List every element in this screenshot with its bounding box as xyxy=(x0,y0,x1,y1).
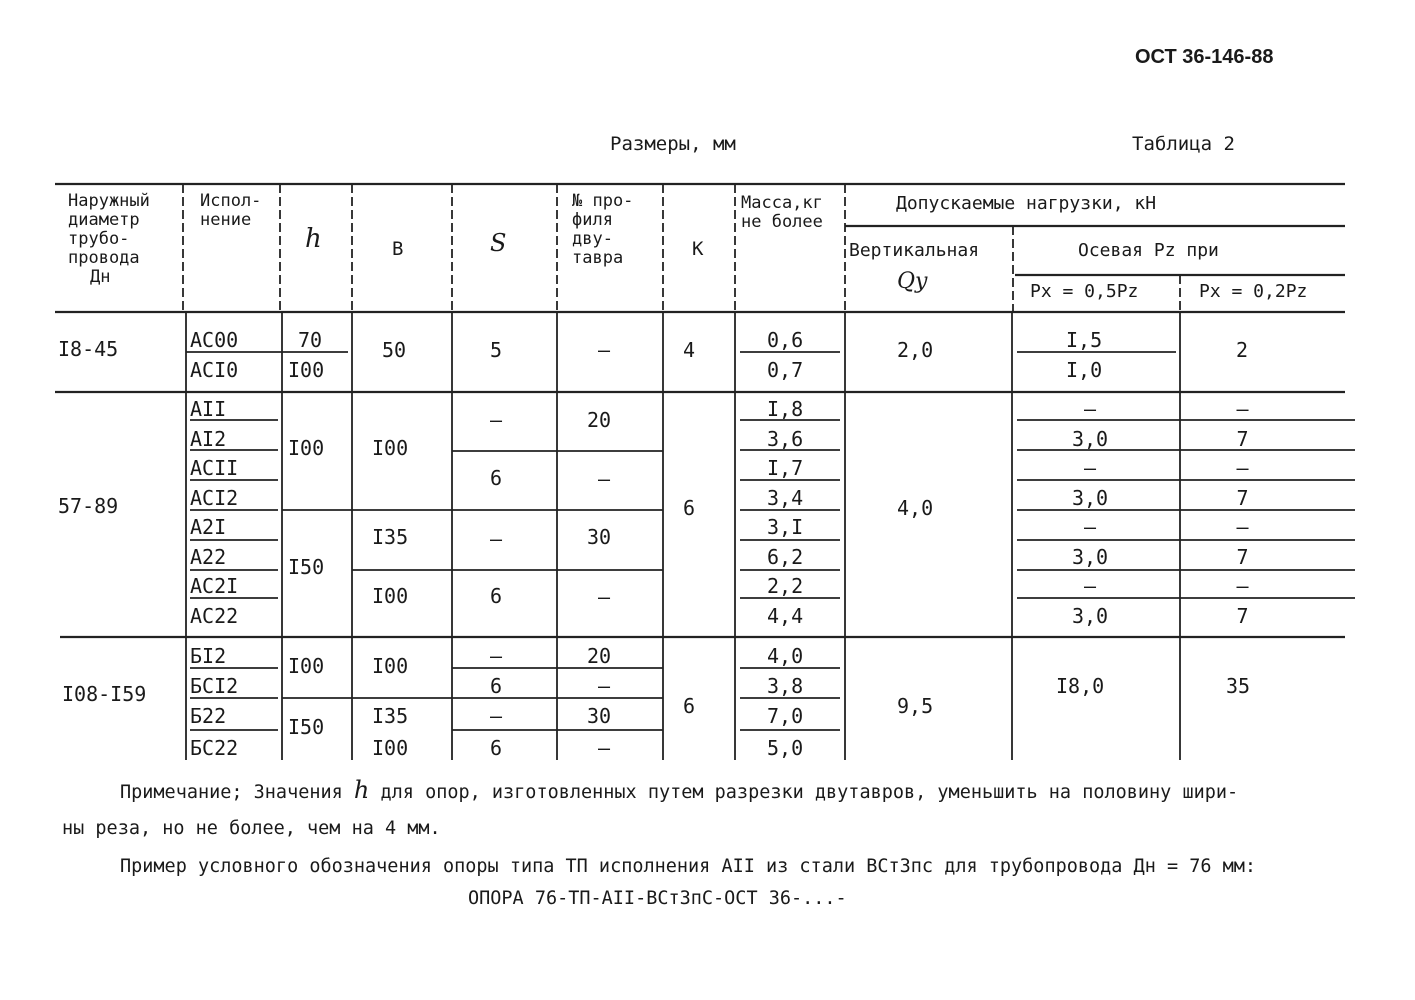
mass-cell: 3,I xyxy=(767,515,804,539)
ispolnenie-cell: АСII xyxy=(190,456,239,480)
mass-cell: 3,8 xyxy=(767,674,804,698)
mass-cell: 6,2 xyxy=(767,545,804,569)
header-axial: Осевая Pz при xyxy=(1078,240,1219,261)
h-cell: I00 xyxy=(288,358,325,382)
s-cell: 5 xyxy=(490,338,503,362)
profile-cell: 30 xyxy=(587,704,612,728)
profile-cell: – xyxy=(598,467,611,491)
ispolnenie-cell: АСI0 xyxy=(190,358,239,382)
b-cell: I00 xyxy=(372,584,409,608)
k-cell: 6 xyxy=(683,694,696,718)
h-cell: I00 xyxy=(288,654,325,678)
px05-cell: 3,0 xyxy=(1071,427,1109,451)
mass-cell: 3,4 xyxy=(767,486,804,510)
dn-cell: I08-I59 xyxy=(62,682,147,706)
px05-cell: – xyxy=(1083,397,1097,421)
px05-cell: I8,0 xyxy=(1056,674,1105,698)
mass-cell: I,8 xyxy=(767,397,804,421)
ispolnenie-cell: БСI2 xyxy=(190,674,239,698)
px05-cell: – xyxy=(1083,456,1097,480)
b-cell: I00 xyxy=(372,654,409,678)
dn-cell: I8-45 xyxy=(58,337,119,361)
header-vertical: Вертикальная xyxy=(849,240,980,261)
ispolnenie-cell: Б22 xyxy=(190,704,227,728)
note-line-1 xyxy=(120,776,1238,804)
s-cell: 6 xyxy=(490,584,503,608)
px02-cell: – xyxy=(1236,574,1249,598)
h-cell: I00 xyxy=(288,436,325,460)
header-loads: Допускаемые нагрузки, кН xyxy=(896,193,1157,214)
px05-cell: – xyxy=(1083,574,1097,598)
px02-cell: 7 xyxy=(1236,427,1249,451)
b-cell: I00 xyxy=(372,436,409,460)
px02-cell: – xyxy=(1236,515,1249,539)
header-k: К xyxy=(692,238,704,260)
mass-cell: 0,7 xyxy=(767,358,804,382)
s-cell: – xyxy=(490,408,503,432)
ispolnenie-cell: БС22 xyxy=(190,736,239,760)
b-cell: I00 xyxy=(372,736,409,760)
note-label: Примечание; Значения xyxy=(120,782,343,803)
table-number: Таблица 2 xyxy=(1132,133,1235,155)
note-h-symbol: h xyxy=(353,776,370,804)
px02-cell: – xyxy=(1236,456,1249,480)
b-cell: 50 xyxy=(382,338,407,362)
ispolnenie-cell: АI2 xyxy=(190,427,227,451)
vertical-load-cell: 9,5 xyxy=(897,694,934,718)
px02-cell: – xyxy=(1236,397,1249,421)
px02-cell: 2 xyxy=(1236,338,1249,362)
s-cell: – xyxy=(490,704,503,728)
px02-cell: 7 xyxy=(1236,486,1249,510)
s-cell: – xyxy=(490,644,503,668)
px02-cell: 35 xyxy=(1226,674,1251,698)
h-cell: 70 xyxy=(298,328,323,352)
ispolnenie-cell: БI2 xyxy=(190,644,227,668)
h-cell: I50 xyxy=(288,555,325,579)
mass-cell: 0,6 xyxy=(767,328,804,352)
header-px05: Px = 0,5Pz xyxy=(1030,281,1139,302)
example-text: Пример условного обозначения опоры типа ТП исполнения АII из стали ВСт3пс для трубопровода Дн = 76 мм: xyxy=(120,856,1257,877)
header-ispolnenie: Испол- нение xyxy=(200,191,262,230)
k-cell: 6 xyxy=(683,496,696,520)
document-code: ОСТ 36-146-88 xyxy=(1135,46,1274,68)
profile-cell: 20 xyxy=(587,644,612,668)
ispolnenie-cell: АII xyxy=(190,397,227,421)
example-code: ОПОРА 76-ТП-АII-ВСт3пС-ОСТ 36-...- xyxy=(468,888,847,909)
profile-cell: – xyxy=(598,585,611,609)
px05-cell: – xyxy=(1083,515,1097,539)
profile-cell: 30 xyxy=(587,525,612,549)
h-cell: I50 xyxy=(288,715,325,739)
vertical-load-cell: 4,0 xyxy=(897,496,934,520)
ispolnenie-cell: А2I xyxy=(190,515,227,539)
mass-cell: 4,0 xyxy=(767,644,804,668)
header-h: h xyxy=(305,224,322,254)
px05-cell: 3,0 xyxy=(1071,545,1109,569)
header-dn: Наружный диаметр трубо- провода Дн xyxy=(68,191,150,287)
s-cell: 6 xyxy=(490,674,503,698)
mass-cell: 5,0 xyxy=(767,736,804,760)
ispolnenie-cell: А22 xyxy=(190,545,227,569)
profile-cell: – xyxy=(598,338,611,362)
px05-cell: 3,0 xyxy=(1071,604,1109,628)
profile-cell: 20 xyxy=(587,408,612,432)
header-px02: Px = 0,2Pz xyxy=(1199,281,1308,302)
k-cell: 4 xyxy=(683,338,696,362)
mass-cell: 7,0 xyxy=(767,704,804,728)
ispolnenie-cell: АС00 xyxy=(190,328,239,352)
s-cell: – xyxy=(490,527,503,551)
mass-cell: 2,2 xyxy=(767,574,804,598)
header-b: В xyxy=(392,238,404,260)
profile-cell: – xyxy=(598,736,611,760)
ispolnenie-cell: АС2I xyxy=(190,574,239,598)
ispolnenie-cell: АСI2 xyxy=(190,486,239,510)
px02-cell: 7 xyxy=(1236,545,1249,569)
dn-cell: 57-89 xyxy=(58,494,119,518)
px02-cell: 7 xyxy=(1236,604,1249,628)
px05-cell: I,0 xyxy=(1066,358,1103,382)
px05-cell: I,5 xyxy=(1066,328,1103,352)
mass-cell: 3,6 xyxy=(767,427,804,451)
profile-cell: – xyxy=(598,674,611,698)
note-line-2: ны реза, но не более, чем на 4 мм. xyxy=(62,818,441,839)
dimensions-label: Размеры, мм xyxy=(610,133,736,155)
s-cell: 6 xyxy=(490,466,503,490)
mass-cell: 4,4 xyxy=(767,604,804,628)
header-s: S xyxy=(490,229,507,257)
s-cell: 6 xyxy=(490,736,503,760)
px05-cell: 3,0 xyxy=(1071,486,1109,510)
vertical-load-cell: 2,0 xyxy=(897,338,934,362)
note-text: для опор, изготовленных путем разрезки двутавров, уменьшить на половину шири- xyxy=(380,782,1239,803)
header-mass: Масса,кг не более xyxy=(741,193,823,232)
b-cell: I35 xyxy=(372,525,409,549)
b-cell: I35 xyxy=(372,704,409,728)
header-profile: № про- филя дву- тавра xyxy=(572,191,634,268)
header-qy: Qу xyxy=(897,269,928,294)
mass-cell: I,7 xyxy=(767,456,804,480)
ispolnenie-cell: АС22 xyxy=(190,604,239,628)
